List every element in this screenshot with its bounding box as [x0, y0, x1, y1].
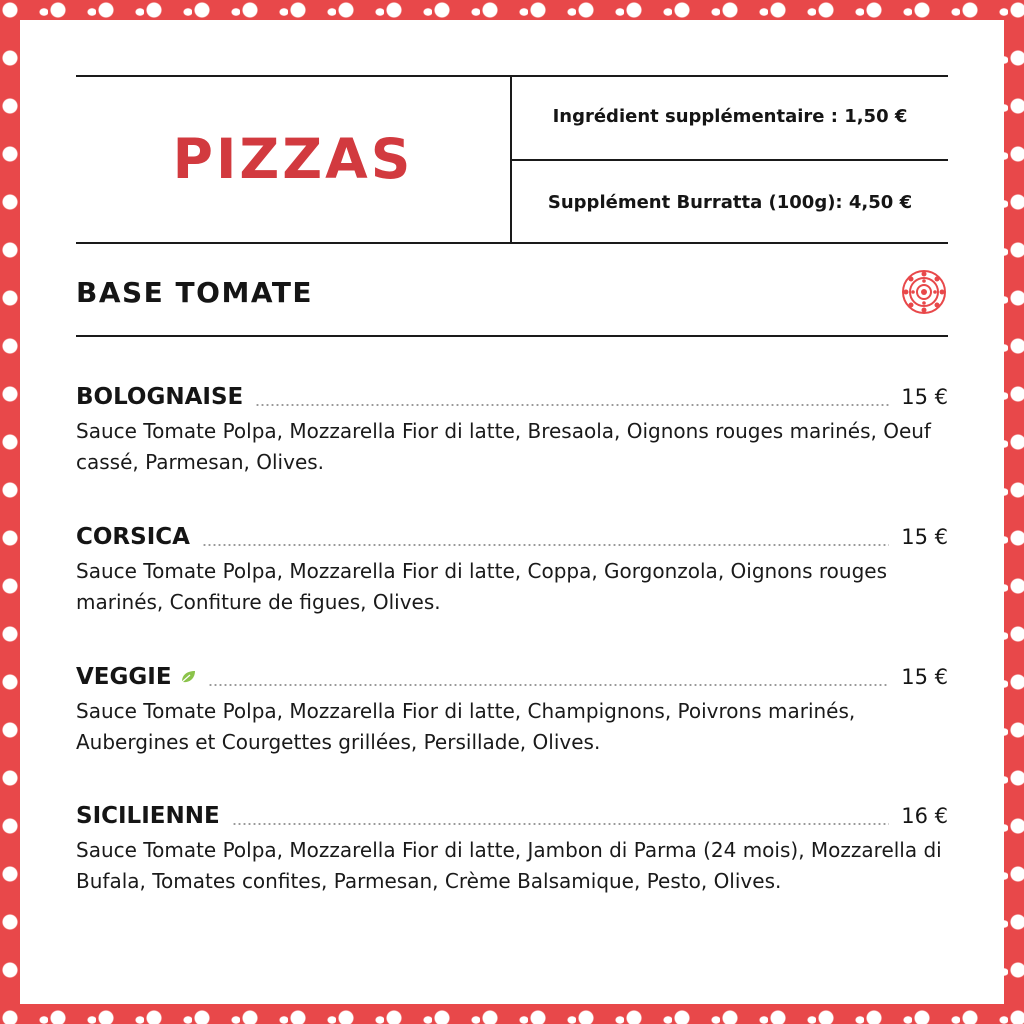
item-price: 15 €: [901, 385, 948, 409]
header-bottom-rule: [76, 242, 948, 244]
header-top-rule: [76, 75, 948, 77]
dot-leader: [208, 684, 890, 686]
item-name: CORSICA: [76, 524, 190, 550]
menu-title: PIZZAS: [172, 127, 414, 191]
mandala-icon: [900, 268, 948, 316]
item-price: 15 €: [901, 665, 948, 689]
item-description: Sauce Tomate Polpa, Mozzarella Fior di latte, Coppa, Gorgonzola, Oignons rouges marinés, Confiture de figues, Olives.: [76, 559, 888, 614]
vegetarian-leaf-icon: [180, 670, 196, 684]
menu-item-corsica: [76, 524, 948, 618]
menu-item-sicilienne: [76, 803, 948, 897]
supplement-burratta: Supplément Burratta (100g): 4,50 €: [547, 192, 913, 213]
menu-item-veggie: [76, 664, 948, 758]
section-title: BASE TOMATE: [76, 276, 314, 309]
menu-item-bolognaise: [76, 384, 948, 478]
dot-leader: [232, 823, 890, 825]
dot-leader: [202, 544, 889, 546]
section-rule: [76, 335, 948, 337]
supplement-ingredient: Ingrédient supplémentaire : 1,50 €: [552, 106, 908, 127]
item-description: Sauce Tomate Polpa, Mozzarella Fior di latte, Champignons, Poivrons marinés, Aubergines et Courgettes grillées, Persillade, Olives.: [76, 699, 856, 754]
item-price: 16 €: [901, 804, 948, 828]
item-name: SICILIENNE: [76, 803, 220, 829]
item-description: Sauce Tomate Polpa, Mozzarella Fior di latte, Bresaola, Oignons rouges marinés, Oeuf cassé, Parmesan, Olives.: [76, 419, 931, 474]
item-price: 15 €: [901, 525, 948, 549]
supplement-divider: [511, 159, 948, 161]
item-description: Sauce Tomate Polpa, Mozzarella Fior di latte, Jambon di Parma (24 mois), Mozzarella di Bufala, Tomates confites, Parmesan, Crème Balsamique, Pesto, Olives.: [76, 838, 942, 893]
menu-card: [20, 20, 1004, 1004]
item-name: BOLOGNAISE: [76, 384, 244, 410]
dot-leader: [255, 404, 889, 406]
item-name: VEGGIE: [76, 664, 172, 690]
